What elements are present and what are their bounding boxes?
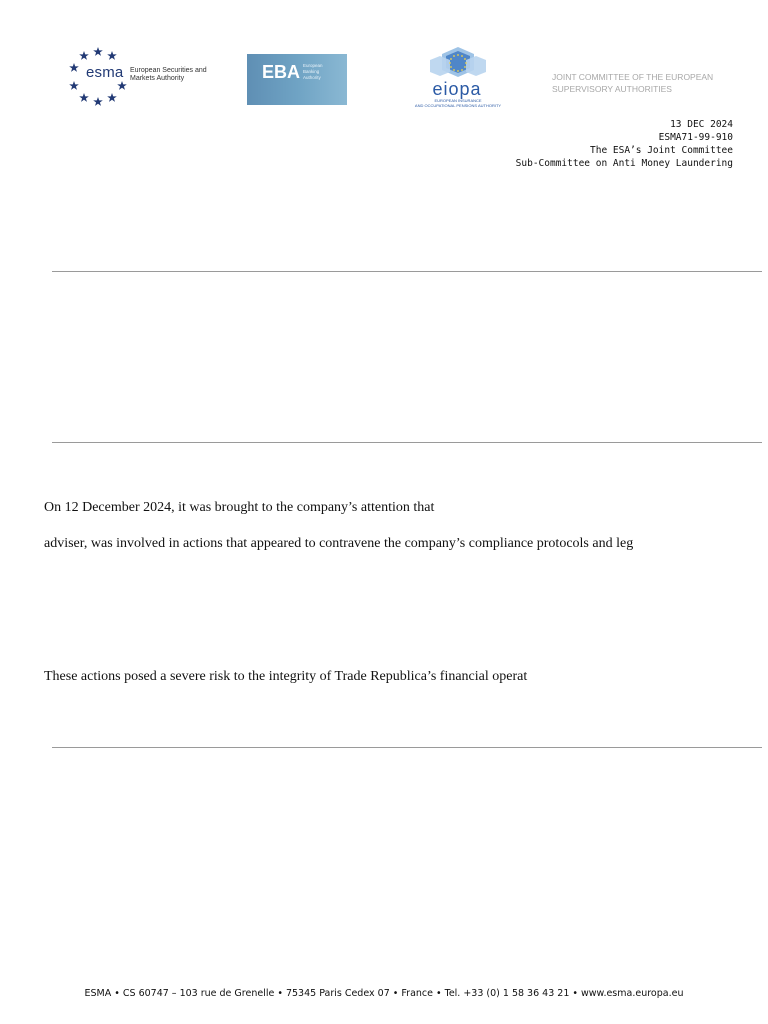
document-meta-block — [516, 118, 733, 170]
eiopa-emblem-icon — [412, 46, 508, 80]
eiopa-sub-line-2: AND OCCUPATIONAL PENSIONS AUTHORITY — [414, 103, 502, 108]
eba-logo — [247, 54, 347, 105]
eiopa-sub-line-1: EUROPEAN INSURANCE — [434, 98, 482, 103]
eba-name-line-2: Banking — [303, 69, 320, 74]
esma-wordmark: esma — [86, 64, 124, 81]
eba-name-line-3: Authority — [303, 75, 321, 80]
eba-wordmark: EBA — [262, 62, 301, 82]
footer-address: ESMA • CS 60747 – 103 rue de Grenelle • 75345 Paris Cedex 07 • France • Tel. +33 (0) 1 58 36 43 21 • www.esma.europa.eu — [84, 988, 684, 999]
header-logos — [0, 40, 768, 115]
horizontal-rule-1 — [52, 271, 762, 272]
committee-name: The ESA’s Joint Committee — [590, 145, 733, 156]
eba-name-line-1: European — [303, 63, 323, 68]
eiopa-logo — [412, 46, 508, 108]
eba-full-name — [303, 63, 343, 81]
esma-name-line-2: Markets Authority — [130, 75, 185, 82]
esma-name-line-1: European Securities and — [130, 67, 207, 74]
joint-committee-line-2: SUPERVISORY AUTHORITIES — [552, 84, 672, 94]
horizontal-rule-3 — [52, 747, 762, 748]
subcommittee-name: Sub-Committee on Anti Money Laundering — [515, 158, 733, 169]
esma-logo — [66, 44, 226, 108]
body-paragraph-1-line-2: adviser, was involved in actions that appeared to contravene the company’s compliance protocols and leg — [44, 536, 634, 551]
esma-full-name — [130, 67, 225, 83]
joint-committee-title — [552, 71, 722, 95]
body-paragraph-2: These actions posed a severe risk to the integrity of Trade Republica’s financial operat — [44, 669, 528, 684]
joint-committee-line-1: JOINT COMMITTEE OF THE EUROPEAN — [552, 72, 714, 82]
body-paragraph-1-line-1: On 12 December 2024, it was brought to the company’s attention that — [44, 500, 435, 515]
horizontal-rule-2 — [52, 442, 762, 443]
document-reference: ESMA71-99-910 — [658, 132, 733, 143]
eiopa-full-name — [412, 98, 504, 108]
eiopa-wordmark: eiopa — [432, 79, 482, 99]
document-date: 13 DEC 2024 — [670, 119, 733, 130]
